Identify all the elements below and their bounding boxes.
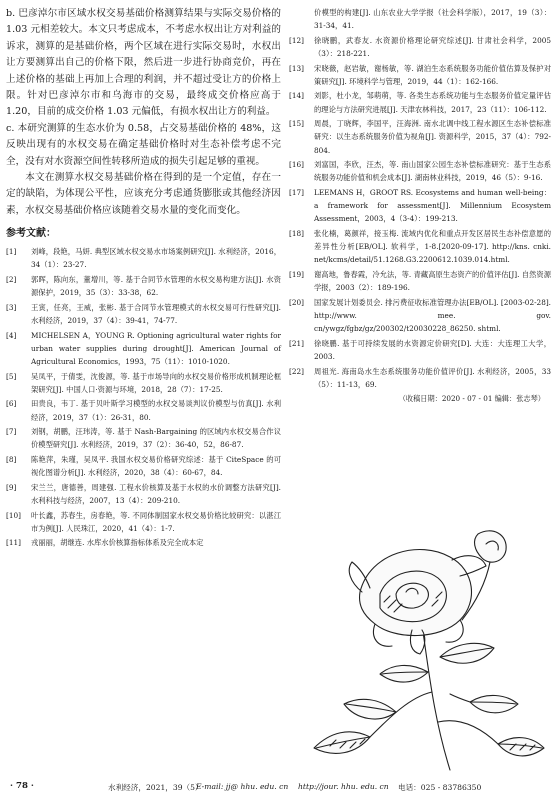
reference-number: [7] — [6, 427, 17, 437]
reference-text: 周晨，丁晓辉，李国平，汪海洲. 南水北调中线工程水源区生态补偿标准研究：以生态系统服务价值为视角[J]. 资源科学，2015，37（4）：792-804. — [314, 119, 551, 155]
reference-item — [6, 509, 281, 535]
reference-item — [289, 6, 551, 32]
reference-item — [6, 397, 281, 423]
reference-text: 国家发展计划委员会. 排污费征收标准管理办法[EB/OL]. [2003-02-28]. http://www. mee. gov. cn/ywgz/fgbz/gz/200302/t20030228_86250. shtml. — [314, 297, 551, 334]
reference-item — [289, 117, 551, 157]
footer-email: E-mail: jj@ hhu. edu. cn — [196, 782, 289, 791]
reference-item — [289, 365, 551, 391]
reference-number: [13] — [289, 63, 304, 73]
reference-number: [21] — [289, 338, 304, 348]
reference-text: 徐晓鹏，武春友. 水资源价格理论研究综述[J]. 甘肃社会科学，2005（3）：218-221. — [314, 35, 551, 58]
reference-number: [11] — [6, 538, 21, 548]
reference-item — [289, 62, 551, 88]
reference-text: 叶长鑫，苏春生，房春艳，等. 不同体制国家水权交易价格比较研究：以湛江市为例[J]. 人民珠江，2020，41（4）：1-7. — [31, 510, 281, 533]
reference-text: 刘富国，李欣，汪杰，等. 南山国家公园生态补偿标准研究：基于生态系统服务功能价值和机会成本[J]. 湖南林业科技，2019，46（5）：9-16. — [314, 160, 551, 183]
reference-number: [4] — [6, 330, 17, 340]
reference-text: 戎丽丽，胡继连. 水库水价核算指标体系及完全成本定 — [31, 538, 204, 548]
reference-text: 刘影，杜小龙，邹萌萌，等. 各类生态系统功能与生态服务价值定量评估的理论与方法研究进展[J]. 天津农林科技，2017，23（11）：106-112. — [314, 91, 551, 114]
reference-item — [289, 268, 551, 294]
reference-text: 宋兰兰，唐德善，周建强. 工程水价核算及基于水权的水价调整方法研究[J]. 水利科技与经济，2007，13（4）：209-210. — [31, 482, 281, 506]
footer-url: http://jour. hhu. edu. cn — [298, 782, 389, 791]
reference-text: 王寅，任亮，王威，张彬. 基于合同节水管理模式的水权交易可行性研究[J]. 水利经济，2019，37（4）：39-41，74-77. — [31, 302, 281, 326]
reference-number: [5] — [6, 371, 17, 381]
reference-item — [289, 296, 551, 336]
reference-text: 周祖光. 海南岛水生态系统服务功能价值评价[J]. 水利经济，2005，33（5）：11-13，69. — [314, 366, 551, 389]
reference-number: [1] — [6, 247, 17, 257]
reference-item — [6, 370, 281, 396]
reference-text: LEEMANS H，GROOT RS. Ecosystems and human well-being：a framework for assessment[J]. Millennium Ecosystem Assessment，2003，4（3-4）：199-213. — [314, 187, 551, 224]
reference-number: [15] — [289, 119, 304, 129]
page-number: · 78 · — [10, 781, 34, 791]
footer-phone: 电话：025 - 83786350 — [398, 783, 482, 792]
reference-item — [6, 329, 281, 369]
rose-illustration-image — [300, 522, 548, 774]
reference-item — [6, 481, 281, 507]
references-list-right — [289, 6, 551, 391]
reference-number: [22] — [289, 366, 304, 376]
reference-text: 刘峰，段艳，马妍. 典型区域水权交易水市场案例研究[J]. 水利经济，2016，34（1）：23-27. — [31, 247, 281, 270]
reference-item — [289, 227, 551, 267]
reference-text: MICHELSEN A，YOUNG R. Optioning agricultural water rights for urban water supplies during drought[J]. American Journal of Agricultural Economics，1993，75（11）：1010-1020. — [31, 330, 281, 367]
body-paragraph-conclusion: 本文在测算水权交易基础价格在得到的是一个定值，存在一定的缺陷，为体现公平性，应该充分考虑通货膨胀或其他经济因素，水权交易基础价格应该随着交易水量的变化而变化。 — [6, 172, 281, 216]
reference-text: 陈艳萍，朱瑾，吴凤平. 我国水权交易价格研究综述：基于 CiteSpace 的可视化图谱分析[J]. 水利经济，2020，38（4）：60-67，84. — [31, 455, 281, 478]
reference-item — [289, 337, 551, 363]
reference-number: [8] — [6, 455, 17, 465]
reference-number: [12] — [289, 35, 304, 45]
reference-text: 徐晓鹏. 基于可持续发展的水资源定价研究[D]. 大连：大连理工大学，2003. — [314, 338, 551, 361]
body-paragraph-c: c. 本研究测算的生态水价为 0.58，占交易基础价格的 48%，这反映出现有的水权交易在确定基础价格时对生态补偿考虑不完全，没有对水资源空间性转移所造成的损失引起足够的重视。 — [6, 122, 281, 167]
reference-number: [3] — [6, 302, 17, 312]
reference-number: [16] — [289, 160, 304, 170]
reference-item — [6, 301, 281, 327]
body-paragraph-b: b. 巴彦淖尔市区域水权交易基础价格测算结果与实际交易价格的 1.03 元相差较大。本文只考虑成本，不考虑水权出让方对利益的诉求，测算的是基础价格，两个区域在进行实际交易时，水权出让方要测算出自己的价格下限，然后进一步进行协商竞价，再在上述价格的基础上再加上合理的利润，并不超过受让方的价格上限。针对巴彦淖尔市和乌海市的交易，最终成交价格应高于 1.20，目前的成交价格 1.03 元偏低，有损水权出让方的利益。 — [6, 8, 281, 118]
references-list-left — [6, 245, 281, 549]
reference-text: 宋晓薇，赵岩敏，谢杨敏，等. 湖泊生态系统服务功能价值估算及保护对策研究[J]. 环境科学与管理，2019，44（1）：162-166. — [314, 63, 551, 86]
reference-text: 价模型的构建[J]. 山东农业大学学报（社会科学版），2017，19（3）：31-34，41. — [314, 8, 551, 31]
reference-number: [10] — [6, 510, 21, 520]
reference-item — [6, 273, 281, 299]
reference-text: 郭晖，陈向东，董增川，等. 基于合同节水管理的水权交易构建方法[J]. 水资源保护，2019，35（3）：33-38，62. — [31, 275, 281, 298]
reference-number: [14] — [289, 91, 304, 101]
reference-text: 田贵良，韦丁. 基于贝叶斯学习模型的水权交易谈判议价模型与仿真[J]. 水利经济，2019，37（1）：26-31，80. — [31, 399, 281, 422]
reference-number: [18] — [289, 228, 304, 238]
page-footer — [0, 779, 555, 797]
reference-item — [6, 453, 281, 479]
reference-item — [289, 158, 551, 184]
reference-number: [9] — [6, 482, 17, 492]
reference-item — [6, 245, 281, 271]
reference-item — [289, 89, 551, 115]
right-column — [289, 6, 551, 405]
reference-text: 谢高地，鲁春霞，冷允法，等. 青藏高原生态资产的价值评估[J]. 自然资源学报，2003（2）：189-196. — [314, 269, 551, 293]
reference-item — [6, 536, 281, 549]
reference-item — [289, 34, 551, 60]
received-date: （收稿日期：2020 - 07 - 01 编辑：张志琴） — [398, 393, 545, 403]
reference-text: 吴凤平，于倩雯，沈俊源，等. 基于市场导向的水权交易价格形成机制理论框架研究[J]. 中国人口·资源与环境，2018，28（7）：17-25. — [31, 371, 281, 394]
reference-item — [6, 425, 281, 451]
reference-text: 张化楠，葛颜祥，接玉梅. 流域内优化和重点开发区居民生态补偿意愿的差异性分析[EB/OL]. 软科学，1-8.[2020-09-17]. http://kns. cnki. net/kcms/detail/51.1268.G3.2200612.1039.014.html. — [314, 228, 551, 265]
reference-number: [19] — [289, 269, 304, 279]
reference-number: [20] — [289, 297, 304, 307]
reference-item — [289, 186, 551, 226]
references-heading: 参考文献： — [6, 228, 56, 240]
reference-number: [2] — [6, 275, 17, 285]
left-column — [6, 6, 281, 551]
reference-number: [17] — [289, 187, 304, 197]
reference-text: 刘钢，胡鹏，汪玮涛，等. 基于 Nash-Bargaining 的区域内水权交易合作议价模型研究[J]. 水利经济，2019，37（2）：36-40，52，86-87. — [31, 427, 281, 450]
footer-journal: 水利经济，2021，39（5） — [108, 783, 203, 792]
reference-number: [6] — [6, 399, 17, 409]
